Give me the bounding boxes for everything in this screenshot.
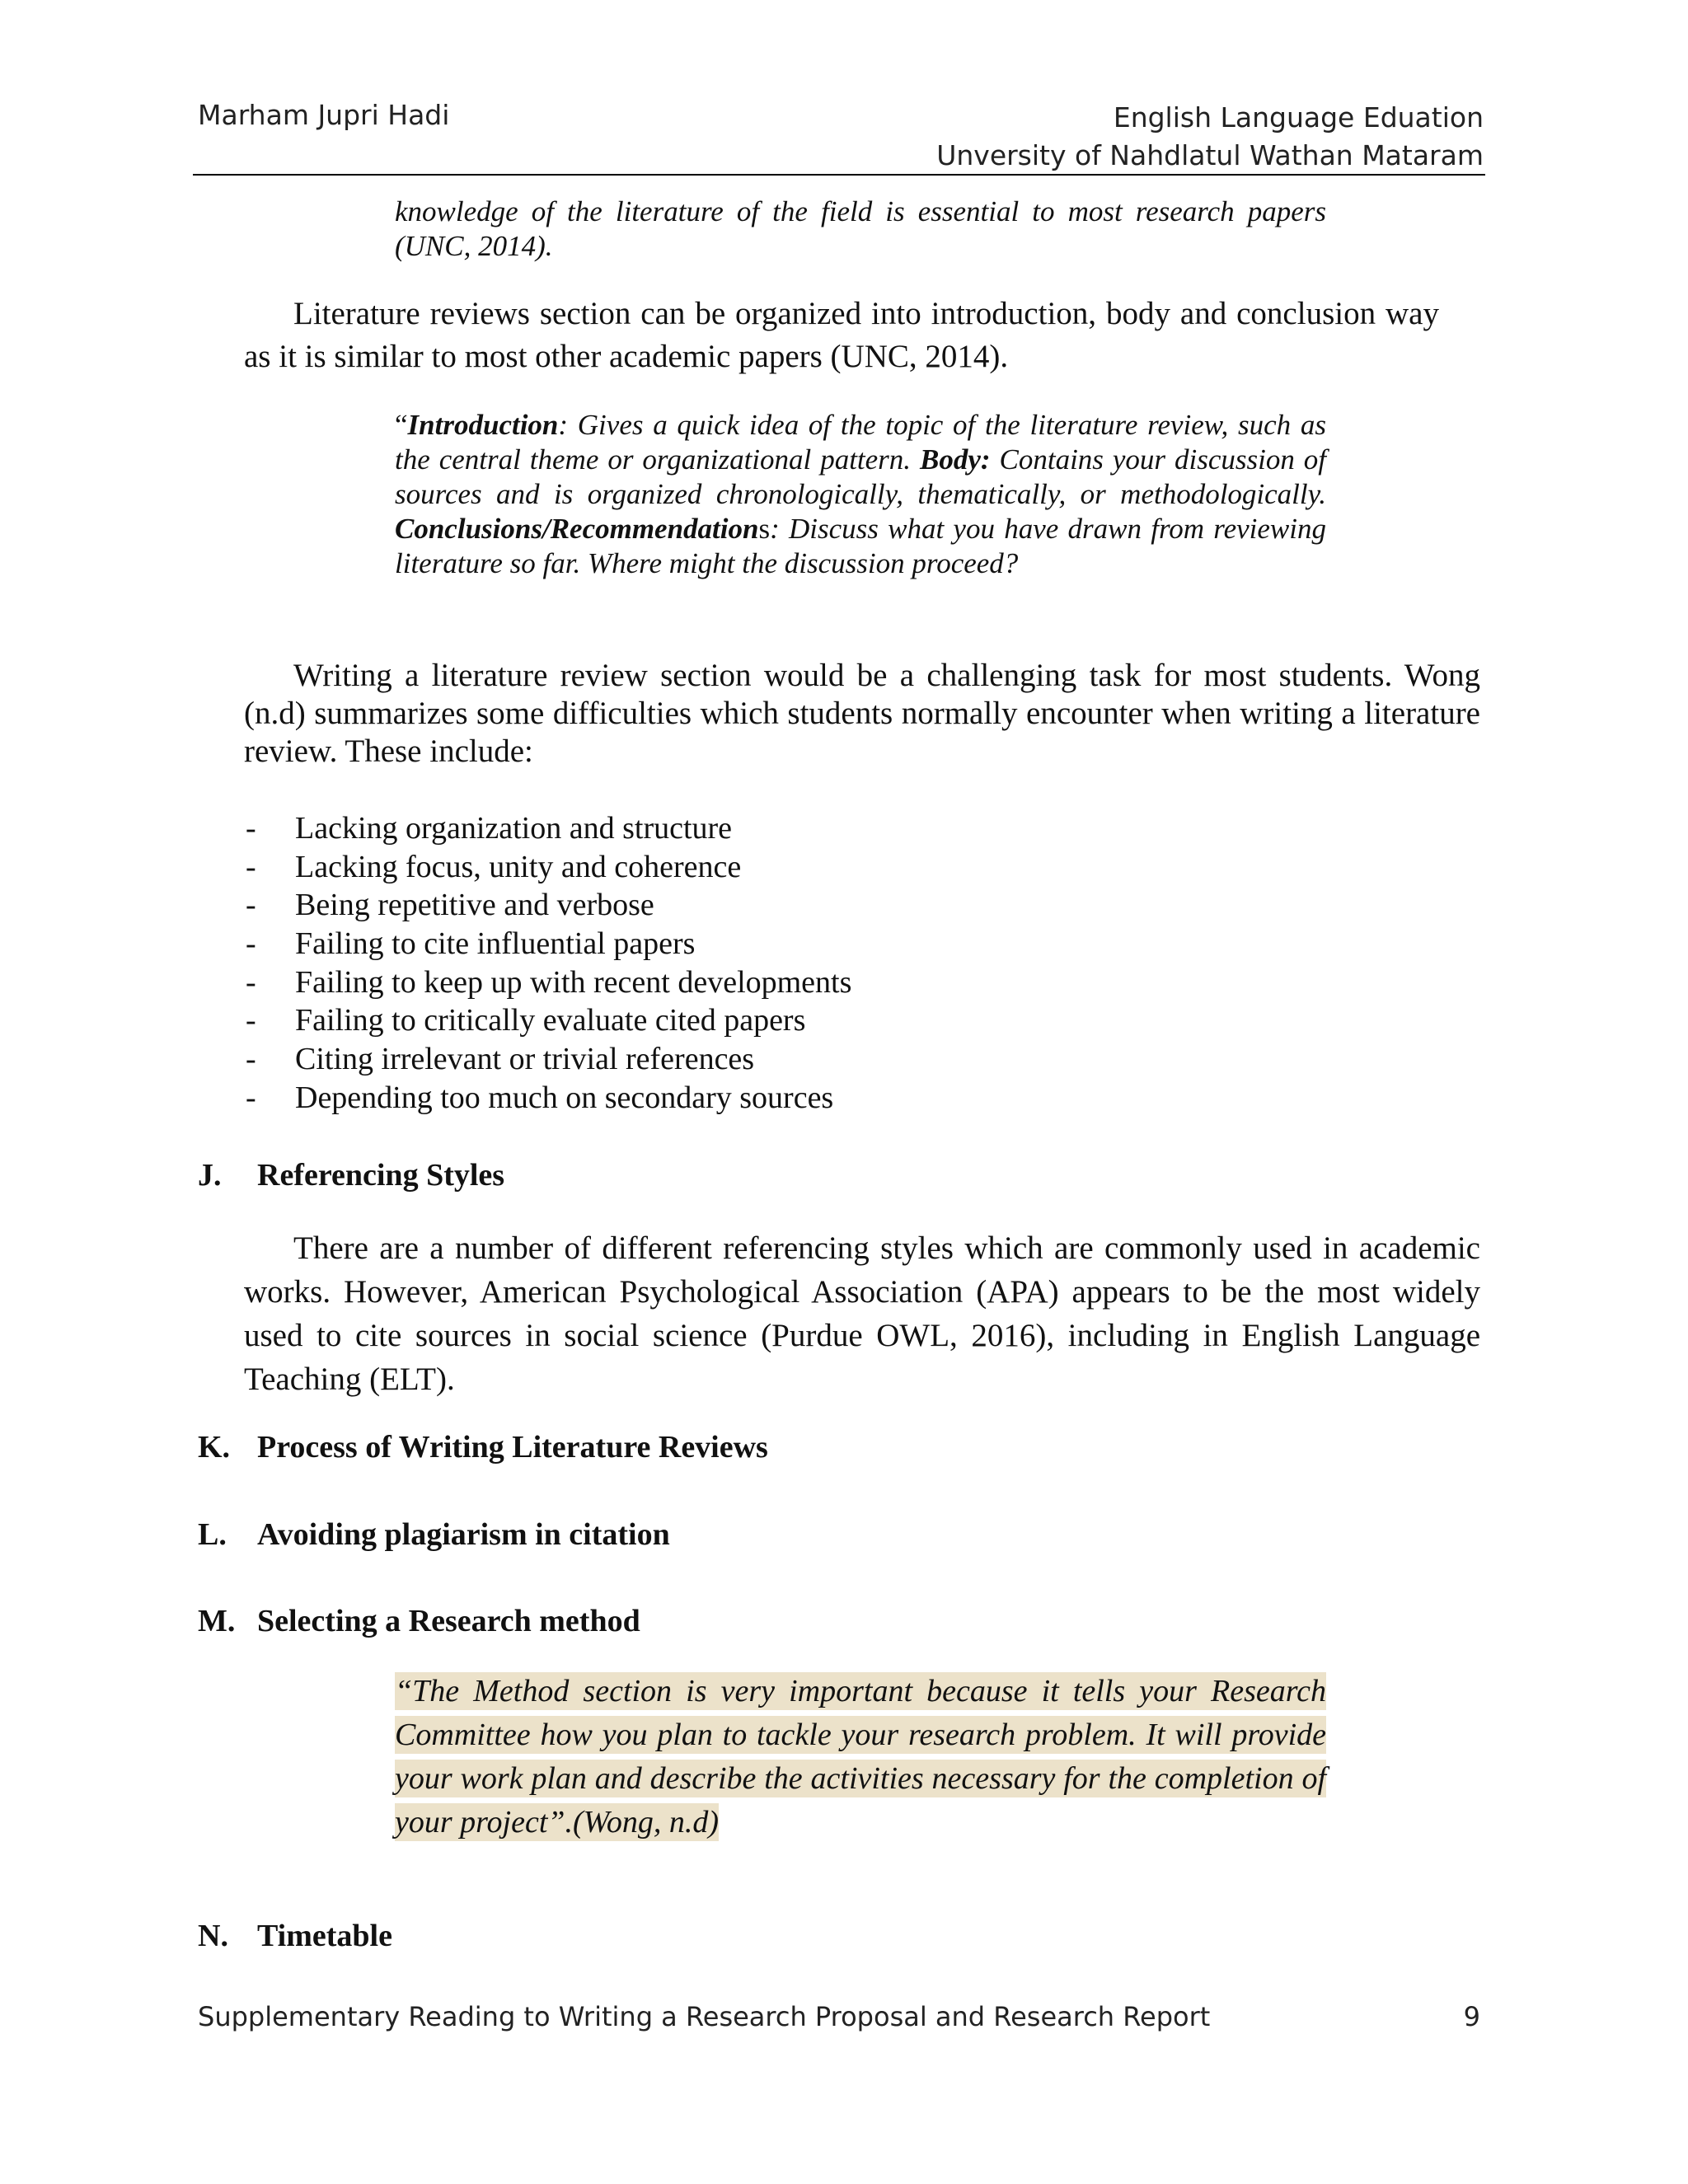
list-item: - Being repetitive and verbose	[244, 886, 851, 925]
quote-structure	[395, 408, 1326, 581]
section-letter: J.	[198, 1158, 222, 1193]
text-conclusions: : Discuss what you have drawn from reviewing literature so far. Where might the discussion proceed?	[395, 513, 1326, 579]
difficulties-list	[244, 809, 851, 1118]
section-title: Process of Writing Literature Reviews	[257, 1430, 768, 1465]
header-program: English Language Eduation	[1113, 101, 1484, 134]
section-heading-n	[198, 1918, 392, 1954]
section-title: Referencing Styles	[257, 1158, 505, 1193]
list-item: - Citing irrelevant or trivial references	[244, 1040, 851, 1079]
paragraph-referencing: There are a number of different referencing styles which are commonly used in academic works. However, American Psychological Association (APA) appears to be the most widely used to cite sources in social science (Purdue OWL, 2016), including in English Language Teaching (ELT).	[244, 1230, 1480, 1397]
term-introduction: Introduction	[407, 409, 559, 441]
quote-continuation	[395, 194, 1326, 264]
section-heading-l	[198, 1516, 670, 1553]
term-conclusions-suffix: s	[758, 513, 771, 545]
list-marker: -	[246, 811, 256, 846]
term-conclusions: Conclusions/Recommendation	[395, 513, 759, 545]
text-introduction: : Gives a quick idea of the topic of the literature review, such as the central theme or organizational pattern.	[395, 409, 1326, 476]
section-heading-j	[198, 1157, 504, 1193]
quote-continuation-line-1: knowledge of the literature of the field is essential to most research papers	[395, 195, 1326, 227]
header-author: Marham Jupri Hadi	[198, 99, 450, 131]
list-marker: -	[246, 1042, 256, 1077]
method-quote	[395, 1670, 1326, 1844]
text-body: Contains your discussion of sources and is organized chronologically, thematically, or methodologically.	[395, 443, 1326, 510]
section-letter: K.	[198, 1430, 231, 1465]
section-title: Timetable	[257, 1919, 392, 1953]
list-marker: -	[246, 964, 256, 1000]
list-item: - Failing to cite influential papers	[244, 925, 851, 963]
footer-title: Supplementary Reading to Writing a Research Proposal and Research Report	[198, 2001, 1211, 2032]
header-institution	[936, 99, 1484, 175]
list-item: - Depending too much on secondary sources	[244, 1079, 851, 1118]
quote-continuation-line-2: (UNC, 2014).	[395, 230, 553, 262]
section-letter: L.	[198, 1517, 227, 1552]
section-heading-k	[198, 1429, 768, 1465]
list-item: - Failing to critically evaluate cited papers	[244, 1001, 851, 1040]
paragraph-difficulties: Writing a literature review section would be a challenging task for most students. Wong (n.d) summarizes some difficulties which students normally encounter when writing a literature review. These include:	[244, 658, 1480, 769]
list-item: - Lacking organization and structure	[244, 809, 851, 848]
list-marker: -	[246, 888, 256, 923]
header-university: Unversity of Nahdlatul Wathan Mataram	[936, 139, 1484, 171]
list-marker: -	[246, 849, 256, 884]
paragraph-organization: Literature reviews section can be organized into introduction, body and conclusion way as it is similar to most other academic papers (UNC, 2014).	[244, 296, 1439, 374]
list-marker: -	[246, 1080, 256, 1115]
section-heading-m	[198, 1603, 640, 1639]
section-title: Selecting a Research method	[257, 1604, 640, 1638]
quote-open-mark: “	[395, 409, 408, 441]
header-rule	[193, 174, 1485, 176]
section-letter: M.	[198, 1604, 236, 1638]
list-item: - Lacking focus, unity and coherence	[244, 848, 851, 887]
list-item: - Failing to keep up with recent developments	[244, 963, 851, 1002]
section-letter: N.	[198, 1919, 228, 1953]
page-number: 9	[1463, 2001, 1480, 2032]
section-title: Avoiding plagiarism in citation	[257, 1517, 670, 1552]
method-quote-text: “The Method section is very important because it tells your Research Committee how you plan to tackle your research problem. It will provide your work plan and describe the activities necessary for the completion of your project”.(Wong, n.d)	[395, 1674, 1326, 1840]
term-body: Body:	[920, 443, 991, 476]
list-marker: -	[246, 1003, 256, 1038]
list-marker: -	[246, 926, 256, 962]
